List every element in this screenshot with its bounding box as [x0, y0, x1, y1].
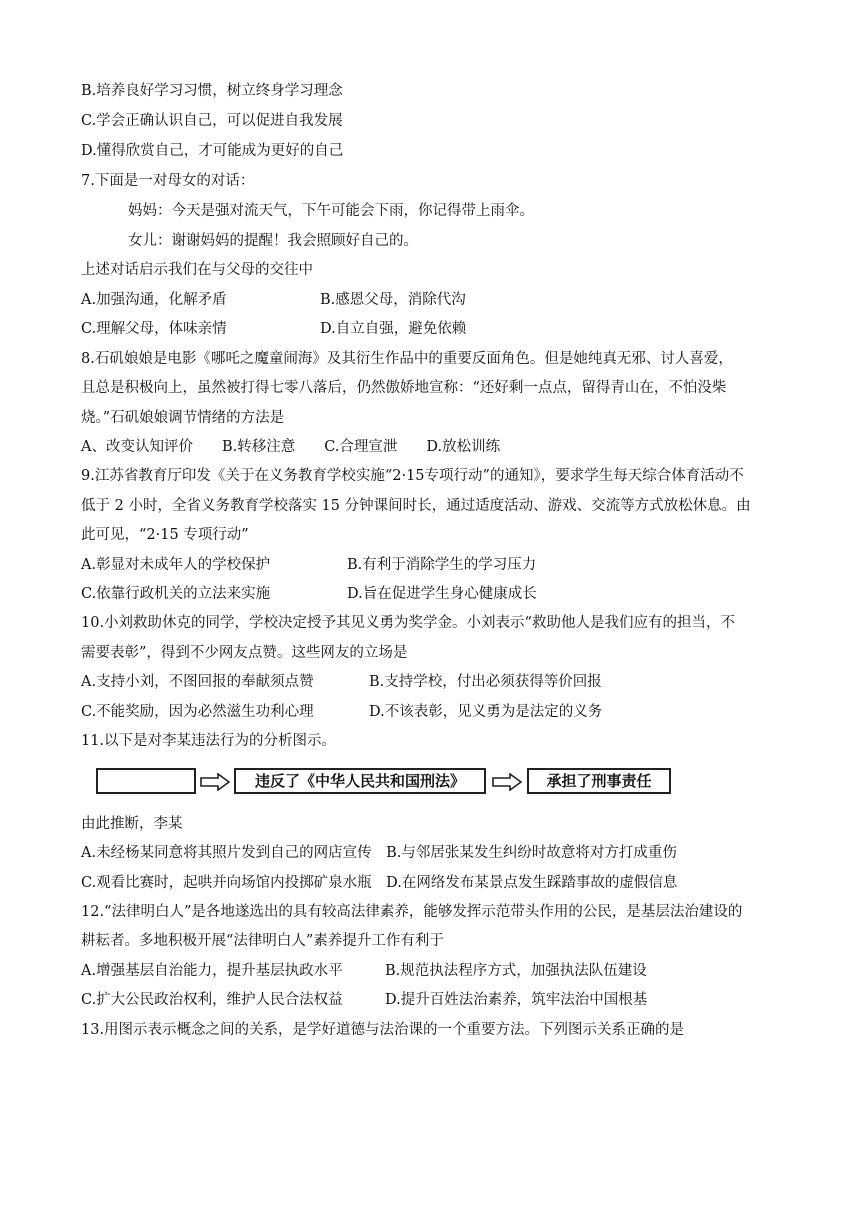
- q11-box-criminal-law: 违反了《中华人民共和国刑法》: [234, 768, 486, 794]
- question-11-stem: 由此推断，李某: [81, 816, 183, 832]
- question-7: 7.下面是一对母女的对话：: [81, 173, 255, 189]
- q12-option-c: C.扩大公民政治权利，维护人民合法权益: [81, 992, 343, 1008]
- q10-option-d: D.不该表彰，见义勇为是法定的义务: [369, 704, 603, 720]
- arrow-icon: [200, 773, 230, 791]
- question-7-stem: 上述对话启示我们在与父母的交往中: [81, 262, 313, 278]
- question-8-line1: 8.石矶娘娘是电影《哪吒之魔童闹海》及其衍生作品中的重要反面角色。但是她纯真无邪、讨人喜爱，: [81, 351, 733, 367]
- q9-option-c: C.依靠行政机关的立法来实施: [81, 586, 271, 602]
- q11-diagram: [96, 765, 676, 799]
- question-13: 13.用图示表示概念之间的关系，是学好道德与法治课的一个重要方法。下列图示关系正确的是: [81, 1022, 685, 1038]
- question-12-line2: 耕耘者。多地积极开展“法律明白人”素养提升工作有利于: [81, 933, 444, 949]
- question-8-line3: 烧。”石矶娘娘调节情绪的方法是: [81, 410, 285, 426]
- q11-options-cd: C.观看比赛时，起哄并向场馆内投掷矿泉水瓶 D.在网络发布某景点发生踩踏事故的虚假信息: [81, 875, 678, 891]
- q8-options: A、改变认知评价 B.转移注意 C.合理宣泄 D.放松训练: [81, 439, 501, 455]
- question-10-line1: 10.小刘救助休克的同学，学校决定授予其见义勇为奖学金。小刘表示“救助他人是我们应有的担当，不: [81, 615, 735, 631]
- question-9-line1: 9.江苏省教育厅印发《关于在义务教育学校实施“2·15专项行动”的通知》，要求学生每天综合体育活动不: [81, 468, 744, 484]
- q9-option-d: D.旨在促进学生身心健康成长: [347, 586, 537, 602]
- dialogue-daughter: 女儿：谢谢妈妈的提醒！我会照顾好自己的。: [128, 233, 418, 249]
- q11-box-criminal-liability: 承担了刑事责任: [527, 768, 671, 794]
- q10-option-b: B.支持学校，付出必须获得等价回报: [369, 674, 602, 690]
- q12-option-d: D.提升百姓法治素养，筑牢法治中国根基: [385, 992, 648, 1008]
- question-11: 11.以下是对李某违法行为的分析图示。: [81, 733, 337, 749]
- dialogue-mom: 妈妈：今天是强对流天气，下午可能会下雨，你记得带上雨伞。: [128, 203, 534, 219]
- line-b: B.培养良好学习习惯，树立终身学习理念: [81, 83, 343, 99]
- question-9-line2: 低于 2 小时，全省义务教育学校落实 15 分钟课间时长，通过适度活动、游戏、交流等方式放松休息。由: [81, 498, 751, 514]
- q7-option-c: C.理解父母，体味亲情: [81, 321, 227, 337]
- question-10-line2: 需要表彰”，得到不少网友点赞。这些网友的立场是: [81, 645, 408, 661]
- q12-option-b: B.规范执法程序方式，加强执法队伍建设: [385, 963, 647, 979]
- q7-option-d: D.自立自强，避免依赖: [320, 321, 467, 337]
- q9-option-a: A.彰显对未成年人的学校保护: [81, 557, 271, 573]
- question-9-line3: 此可见，“2·15 专项行动”: [81, 527, 249, 543]
- line-c: C.学会正确认识自己，可以促进自我发展: [81, 113, 343, 129]
- line-d: D.懂得欣赏自己，才可能成为更好的自己: [81, 143, 344, 159]
- arrow-icon: [492, 773, 522, 791]
- q11-options-ab: A.未经杨某同意将其照片发到自己的网店宣传 B.与邻居张某发生纠纷时故意将对方打成重伤: [81, 845, 677, 861]
- q7-option-b: B.感恩父母，消除代沟: [320, 292, 466, 308]
- q10-option-a: A.支持小刘，不图回报的奉献须点赞: [81, 674, 314, 690]
- q7-option-a: A.加强沟通，化解矛盾: [81, 292, 227, 308]
- q11-empty-box: [96, 768, 196, 794]
- question-8-line2: 且总是积极向上，虽然被打得七零八落后，仍然傲娇地宣称：“还好剩一点点，留得青山在，不怕没柴: [81, 380, 727, 396]
- question-12-line1: 12.“法律明白人”是各地遂选出的具有较高法律素养，能够发挥示范带头作用的公民，是基层法治建设的: [81, 904, 743, 920]
- q9-option-b: B.有利于消除学生的学习压力: [347, 557, 537, 573]
- q12-option-a: A.增强基层自治能力，提升基层执政水平: [81, 963, 343, 979]
- q10-option-c: C.不能奖励，因为必然滋生功利心理: [81, 704, 314, 720]
